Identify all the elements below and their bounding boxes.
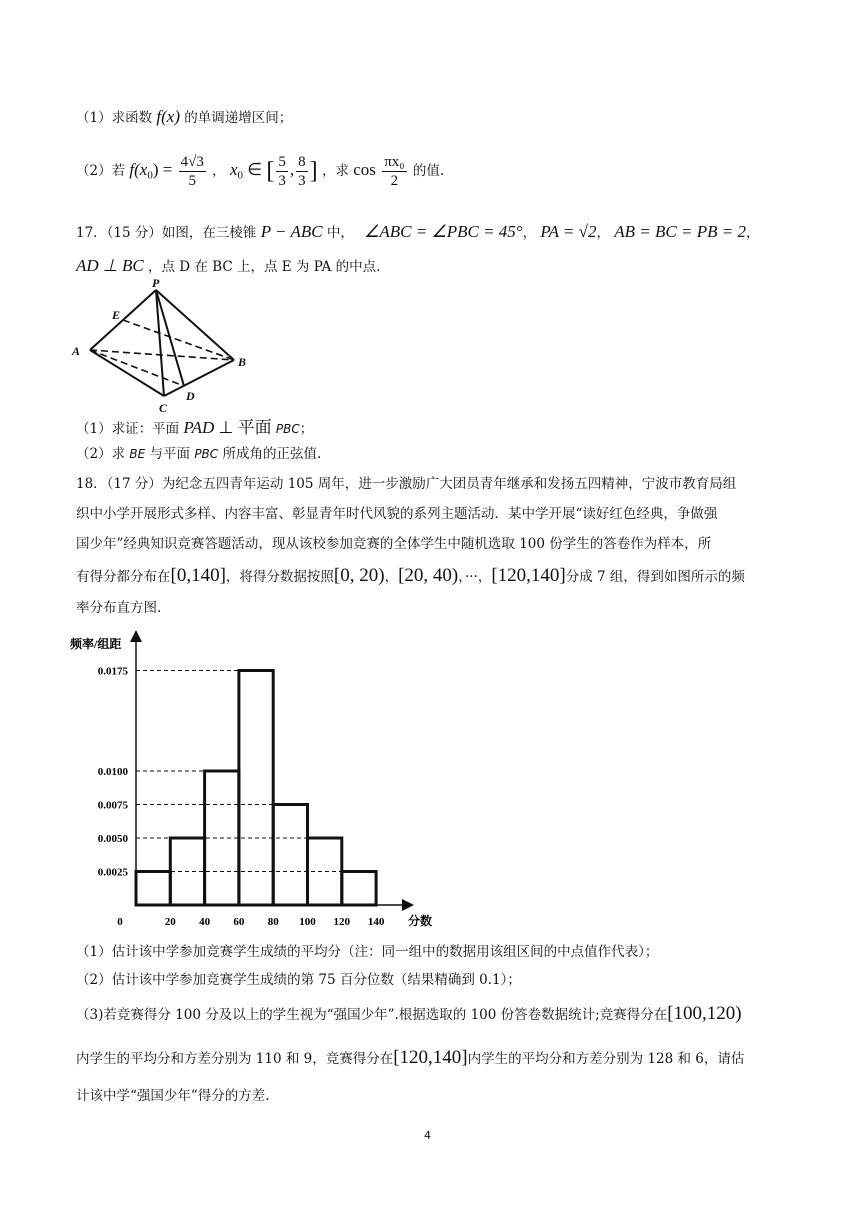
label-a: A: [72, 344, 81, 358]
y-tick-label: 0.0025: [97, 866, 128, 879]
edge-cb: [164, 360, 234, 396]
x-tick-label: 60: [233, 916, 245, 928]
x-axis-label: 分数: [408, 914, 433, 928]
q18-line4: 有得分都分布在[0,140]，将得分数据按照[0, 20)，[20, 40)，···，[120,140]分成 7 组，得到如图所示的频: [76, 565, 745, 586]
label-c: C: [159, 401, 168, 415]
fraction-8-over-3: $\frac{8}{3}$: [298, 154, 306, 189]
x-tick-label: 80: [267, 916, 279, 928]
label-p: P: [152, 278, 160, 290]
histogram-bar: [342, 872, 376, 906]
y-tick-label: 0.0075: [97, 799, 128, 812]
edge-pb: [156, 290, 234, 360]
q17-stem-line2: AD ⊥ BC ，点 D 在 BC 上，点 E 为 PA 的中点.: [76, 256, 381, 275]
q18-part2: （2）估计该中学参加竞赛学生成绩的第 75 百分位数（结果精确到 0.1）；: [76, 972, 521, 988]
label-d: D: [186, 389, 195, 403]
frequency-histogram: [66, 628, 446, 933]
q17-part1: （1）求证：平面 PAD ⊥ 平面 PBC；: [76, 418, 314, 437]
label-e: E: [112, 308, 121, 322]
fraction-pix0-over-2: $\frac{\text{πx₀}}{2}$: [384, 154, 405, 189]
q18-part3-line3: 计该中学“强国少年”得分的方差.: [76, 1088, 270, 1104]
histogram-bar: [273, 805, 307, 906]
y-tick-label: 0.0100: [97, 766, 128, 778]
tetrahedron-figure: [66, 278, 266, 418]
histogram-bar: [239, 671, 273, 906]
q16-part2: （2）若 $f(x_0)$ = $\frac{4√3}{5}$ ， $x_0$ ∈ [ $\frac{5}{3}$ , $\frac{8}{3}$ ] ，求 cos $\frac{\text{πx₀}}{2}$ 的值.: [76, 154, 445, 189]
edge-ac: [90, 350, 164, 396]
q18-line2: 织中小学开展形式多样、内容丰富、彰显青年时代风貌的系列主题活动．某中学开展“读好红色经典，争做强: [76, 506, 718, 522]
q18-part1: （1）估计该中学参加竞赛学生成绩的平均分（注：同一组中的数据用该组区间的中点值作代表）；: [76, 944, 659, 960]
x-tick-label: 0: [117, 916, 123, 928]
x-tick-label: 20: [164, 916, 176, 928]
q18-part3-line1: （3)若竞赛得分 100 分及以上的学生视为“强国少年”.根据选取的 100 份答卷数据统计;竞赛得分在[100,120): [76, 1003, 742, 1024]
x-tick-label: 40: [199, 916, 211, 928]
q16-part1: （1）求函数 f(x) 的单调递增区间；: [76, 107, 293, 126]
x-tick-label: 100: [299, 916, 316, 928]
q17-part2: （2）求 BE 与平面 PBC 所成角的正弦值.: [76, 446, 322, 462]
q18-part3-line2: 内学生的平均分和方差分别为 110 和 9，竞赛得分在[120,140]内学生的平均分和方差分别为 128 和 6，请估: [76, 1047, 745, 1068]
q18-line3: 国少年”经典知识竞赛答题活动，现从该校参加竞赛的全体学生中随机选取 100 份学生的答卷作为样本，所: [76, 536, 712, 552]
q17-stem-line1: 17．（15 分）如图，在三棱锥 P − ABC 中， ∠ABC = ∠PBC = 45°， PA = √2， AB = BC = PB = 2，: [76, 222, 760, 241]
fraction-4root3-over-5: $\frac{4√3}{5}$: [180, 154, 204, 189]
fraction-5-over-3: $\frac{5}{3}$: [278, 154, 286, 189]
label-b: B: [238, 355, 247, 369]
y-tick-label: 0.0050: [97, 833, 128, 845]
x-tick-label: 140: [367, 916, 385, 928]
q18-line5: 率分布直方图.: [76, 600, 162, 616]
page-number: 4: [424, 1129, 431, 1142]
q18-line1: 18．（17 分）为纪念五四青年运动 105 周年，进一步激励广大团员青年继承和发扬五四精神，宁波市教育局组: [76, 476, 737, 492]
y-tick-label: 0.0175: [97, 665, 128, 678]
histogram-bar: [136, 872, 170, 906]
y-axis-label: 频率/组距: [70, 637, 122, 651]
x-tick-label: 120: [333, 916, 351, 928]
